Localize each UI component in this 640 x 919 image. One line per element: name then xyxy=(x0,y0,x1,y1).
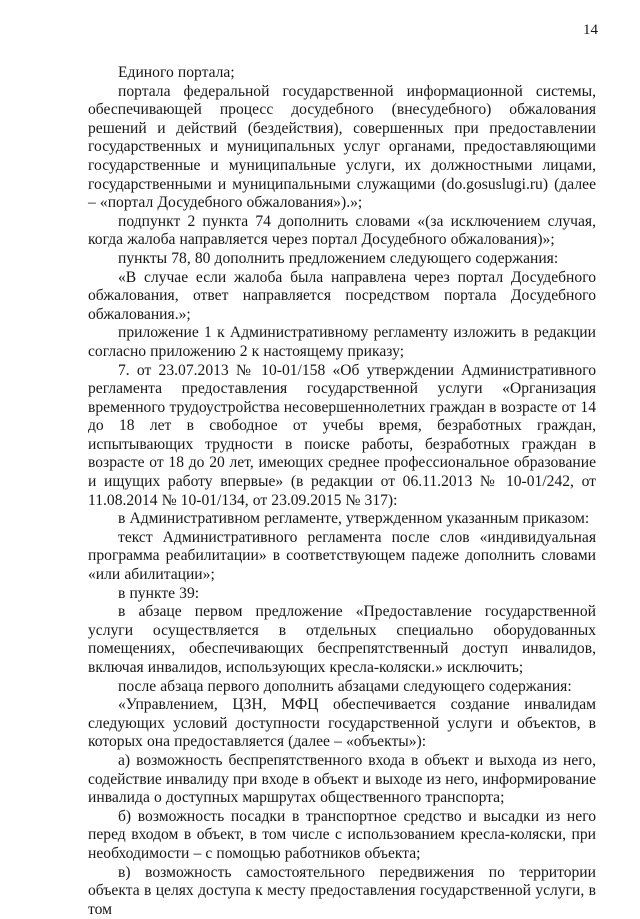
paragraph-13: «Управлением, ЦЗН, МФЦ обеспечивается создание инвалидам следующих условий доступности государственной услуги и объектов, в которых она предоставляется (далее – «объекты»): xyxy=(88,696,596,751)
paragraph-12: после абзаца первого дополнить абзацами следующего содержания: xyxy=(118,677,572,695)
paragraph-6: приложение 1 к Административному регламенту изложить в редакции согласно приложению 2 к настоящему приказу; xyxy=(88,324,596,360)
paragraph-2: портала федеральной государственной информационной системы, обеспечивающей процесс досудебного (внесудебного) обжалования решений и действий (бездействия), совершенных при предоставлении государственных и муниципальных услуг органами, предоставляющими государственные и муниципальные услуги, их должностными лицами, государственными и муниципальными служащими (do.gosuslugi.ru) (далее – «портал Досудебного обжалования»).»; xyxy=(88,82,596,212)
paragraph-14: а) возможность беспрепятственного входа в объект и выхода из него, содействие инвалиду при входе в объект и выходе из него, информирование инвалида о доступных маршрутах общественного транспорта; xyxy=(88,751,596,807)
paragraph-1: Единого портала; xyxy=(118,64,235,81)
paragraph-16: в) возможность самостоятельного передвижения по территории объекта в целях доступа к месту предоставления государственной услуги, в том xyxy=(88,863,596,918)
page-number: 14 xyxy=(583,22,598,38)
paragraph-10: в пункте 39: xyxy=(118,584,200,602)
paragraph-11: в абзаце первом предложение «Предоставление государственной услуги осуществляется в отдельных специально оборудованных помещениях, обеспечивающих беспрепятственный доступ инвалидов, включая инвалидов, использующих кресла-коляски.» исключить; xyxy=(88,603,596,676)
paragraph-8: в Административном регламенте, утвержденном указанным приказом: xyxy=(118,510,590,528)
paragraph-15: б) возможность посадки в транспортное средство и высадки из него перед входом в объект, в том числе с использованием кресла-коляски, при необходимости – с помощью работников объекта; xyxy=(88,807,596,862)
paragraph-4: пункты 78, 80 дополнить предложением следующего содержания: xyxy=(118,249,559,267)
paragraph-3: подпункт 2 пункта 74 дополнить словами «(за исключением случая, когда жалоба направляется через портал Досудебного обжалования)»; xyxy=(88,212,596,249)
paragraph-9: текст Административного регламента после слов «индивидуальная программа реабилитации» в соответствующем падеже дополнить словами «или абилитации»; xyxy=(88,528,596,584)
paragraph-5: «В случае если жалоба была направлена через портал Досудебного обжалования, ответ направляется посредством портала Досудебного обжалования.»; xyxy=(88,268,596,323)
paragraph-7: 7. от 23.07.2013 № 10-01/158 «Об утверждении Административного регламента предоставления государственной услуги «Организация временного трудоустройства несовершеннолетних граждан в возрасте от 14 до 18 лет в свободное от учебы время, безработных граждан, испытывающих трудности в поиске работы, безработных граждан в возрасте от 18 до 20 лет, имеющих среднее профессиональное образование и ищущих работу впервые» (в редакции от 06.11.2013 № 10-01/242, от 11.08.2014 № 10-01/134, от 23.09.2015 № 317): xyxy=(88,361,596,509)
document-body xyxy=(88,64,596,919)
